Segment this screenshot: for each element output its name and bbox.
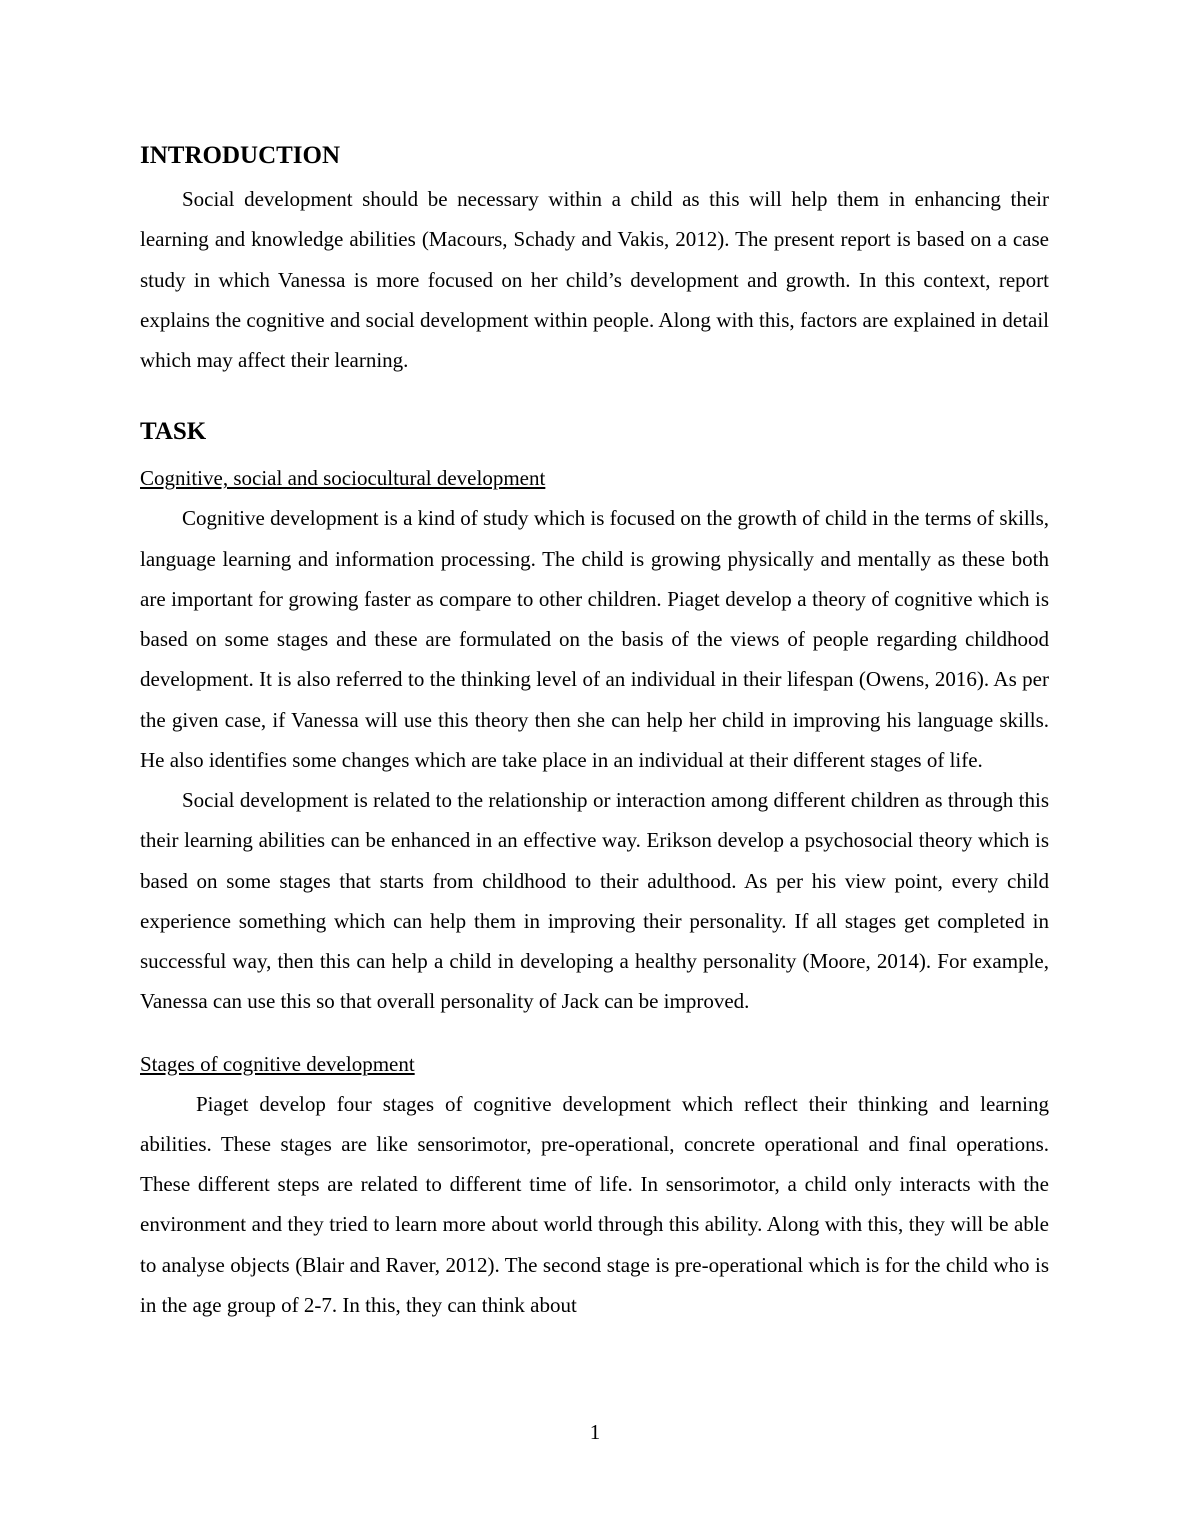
task-heading: TASK xyxy=(140,418,207,446)
stages-subheading: Stages of cognitive development xyxy=(140,1051,415,1076)
social-development-paragraph: Social development is related to the relationship or interaction among different children as through this their learning abilities can be enhanced in an effective way. Erikson develop a psychosocial theory which is based on some stages that starts from childhood to their adulthood. As per his view point, every child experience something which can help them in improving their personality. If all stages get completed in successful way, then this can help a child in developing a healthy personality (Moore, 2014). For example, Vanessa can use this so that overall personality of Jack can be improved. xyxy=(140,788,1049,1014)
stages-paragraph: Piaget develop four stages of cognitive development which reflect their thinking and learning abilities. These stages are like sensorimotor, pre-operational, concrete operational and final operations. These different steps are related to different time of life. In sensorimotor, a child only interacts with the environment and they tried to learn more about world through this ability. Along with this, they will be able to analyse objects (Blair and Raver, 2012). The second stage is pre-operational which is for the child who is in the age group of 2-7. In this, they can think about xyxy=(140,1091,1049,1317)
page-content xyxy=(140,138,1049,1325)
page-number: 1 xyxy=(589,1420,601,1444)
cognitive-development-paragraph: Cognitive development is a kind of study which is focused on the growth of child in the terms of skills, language learning and information processing. The child is growing physically and mentally as these both are important for growing faster as compare to other children. Piaget develop a theory of cognitive which is based on some stages and these are formulated on the basis of the views of people regarding childhood development. It is also referred to the thinking level of an individual in their lifespan (Owens, 2016). As per the given case, if Vanessa will use this theory then she can help her child in improving his language skills. He also identifies some changes which are take place in an individual at their different stages of life. xyxy=(140,506,1049,772)
cognitive-social-subheading: Cognitive, social and sociocultural development xyxy=(140,466,546,491)
introduction-paragraph: Social development should be necessary within a child as this will help them in enhancing their learning and knowledge abilities (Macours, Schady and Vakis, 2012). The present report is based on a case study in which Vanessa is more focused on her child’s development and growth. In this context, report explains the cognitive and social development within people. Along with this, factors are explained in detail which may affect their learning. xyxy=(140,187,1049,372)
introduction-heading: INTRODUCTION xyxy=(140,142,341,169)
